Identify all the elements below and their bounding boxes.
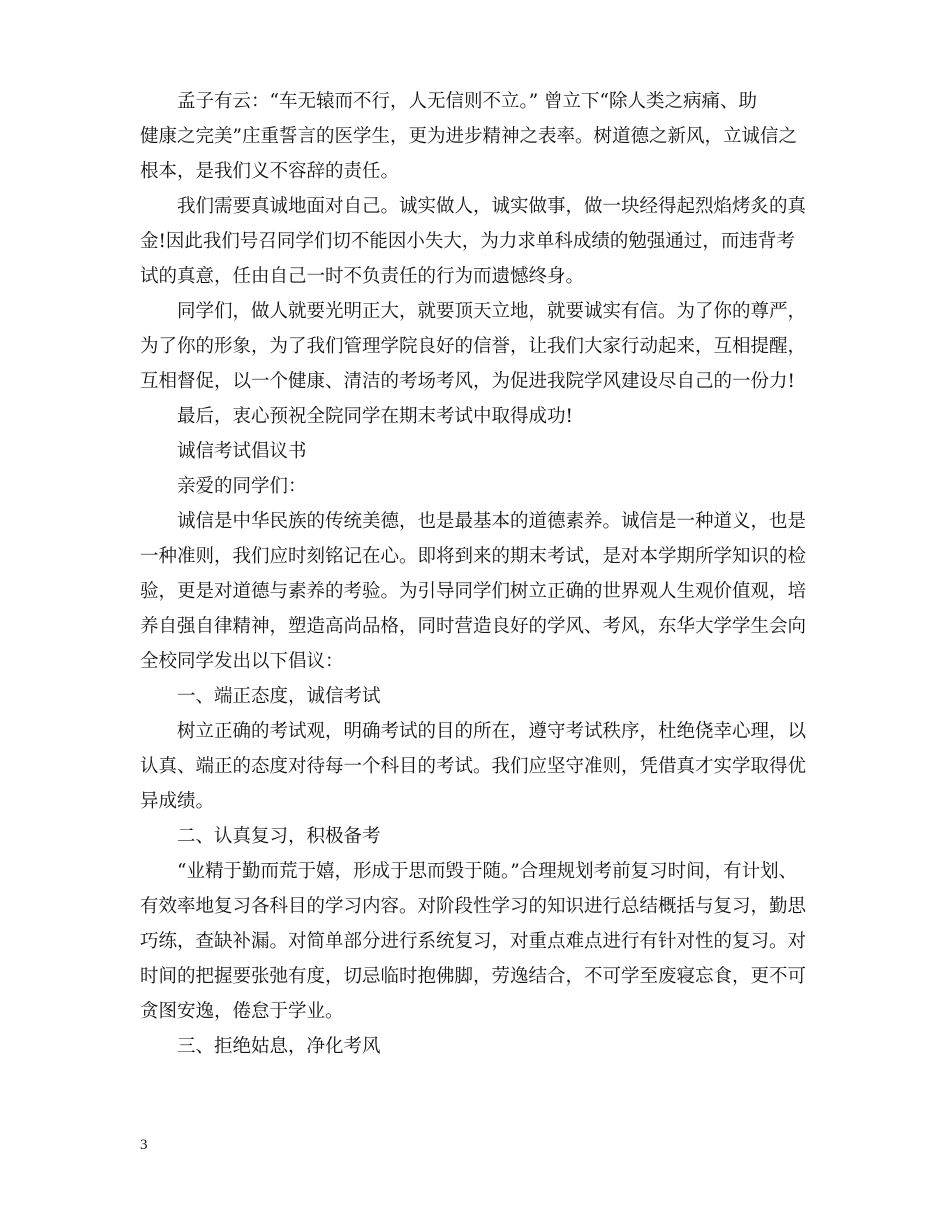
text-line: 诚信考试倡议书	[140, 441, 307, 462]
text-line: 养自强自律精神，塑造高尚品格，同时营造良好的学风、考风，东华大学学生会向	[140, 616, 807, 637]
text-line: 异成绩。	[140, 791, 215, 812]
text-line: 三、拒绝姑息，净化考风	[140, 1036, 381, 1057]
text-line: 互相督促，以一个健康、清洁的考场考风，为促进我院学风建设尽自己的一份力!	[140, 371, 795, 392]
text-line: 验，更是对道德与素养的考验。为引导同学们树立正确的世界观人生观价值观，培	[140, 581, 807, 602]
text-line: 我们需要真诚地面对自己。诚实做人，诚实做事，做一块经得起烈焰烤炙的真	[140, 196, 807, 217]
page-number: 3	[140, 1137, 148, 1153]
text-line: 亲爱的同学们：	[140, 476, 307, 497]
text-line: 健康之完美”庄重誓言的医学生，更为进步精神之表率。树道德之新风，立诚信之	[140, 126, 797, 147]
text-line: 同学们，做人就要光明正大，就要顶天立地，就要诚实有信。为了你的尊严，	[140, 301, 807, 322]
text-line: 为了你的形象，为了我们管理学院良好的信誉，让我们大家行动起来，互相提醒，	[140, 336, 807, 357]
text-line: “业精于勤而荒于嬉，形成于思而毁于随。”合理规划考前复习时间，有计划、	[140, 861, 798, 882]
text-line: 树立正确的考试观，明确考试的目的所在，遵守考试秩序，杜绝侥幸心理，以	[140, 721, 807, 742]
text-line: 试的真意，任由自己一时不负责任的行为而遗憾终身。	[140, 266, 585, 287]
text-line: 一种准则，我们应时刻铭记在心。即将到来的期末考试，是对本学期所学知识的检	[140, 546, 807, 567]
text-line: 根本，是我们义不容辞的责任。	[140, 161, 400, 182]
text-line: 贪图安逸，倦怠于学业。	[140, 1001, 344, 1022]
text-line: 认真、端正的态度对待每一个科目的考试。我们应坚守准则，凭借真才实学取得优	[140, 756, 807, 777]
text-line: 时间的把握要张弛有度，切忌临时抱佛脚，劳逸结合，不可学至废寝忘食，更不可	[140, 966, 807, 987]
text-line: 金!因此我们号召同学们切不能因小失大，为力求单科成绩的勉强通过，而违背考	[140, 231, 795, 252]
text-line: 巧练，查缺补漏。对简单部分进行系统复习，对重点难点进行有针对性的复习。对	[140, 931, 807, 952]
text-line: 孟子有云：“车无辕而不行，人无信则不立。” 曾立下“除人类之病痛、助	[140, 91, 758, 112]
text-line: 一、端正态度，诚信考试	[140, 686, 381, 707]
text-line: 二、认真复习，积极备考	[140, 826, 381, 847]
text-line: 诚信是中华民族的传统美德，也是最基本的道德素养。诚信是一种道义，也是	[140, 511, 807, 532]
text-line: 全校同学发出以下倡议：	[140, 651, 344, 672]
text-line: 最后，衷心预祝全院同学在期末考试中取得成功!	[140, 406, 573, 427]
text-line: 有效率地复习各科目的学习内容。对阶段性学习的知识进行总结概括与复习，勤思	[140, 896, 807, 917]
